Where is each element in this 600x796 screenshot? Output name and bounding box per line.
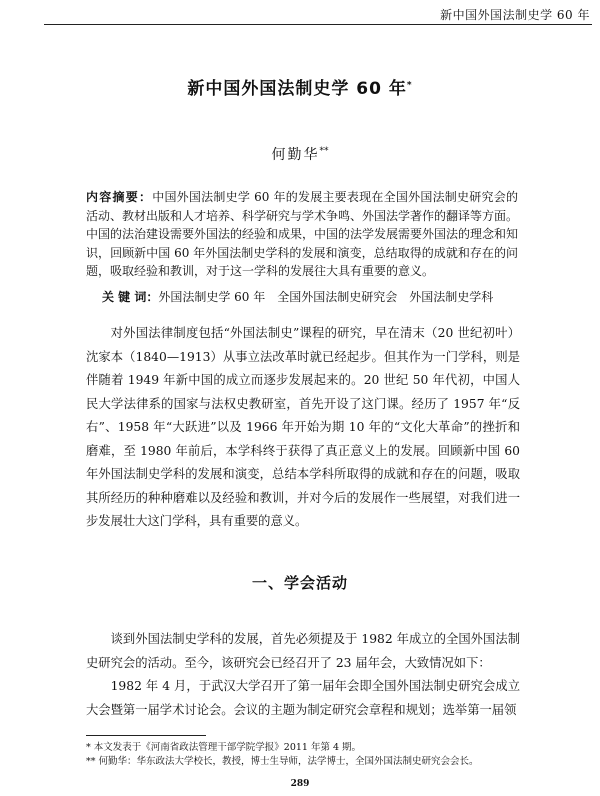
- article-title: [0, 74, 600, 99]
- footnote: ** 何勤华：华东政法大学校长，教授，博士生导师，法学博士，全国外国法制史研究会会长。: [86, 756, 479, 767]
- running-head: 新中国外国法制史学 60 年: [440, 8, 590, 22]
- header-rule: [44, 24, 592, 25]
- keyword-item: 外国法制史学 60 年: [158, 290, 266, 304]
- abstract-label: 内容摘要：: [86, 190, 153, 204]
- title-text: 新中国外国法制史学 60 年: [187, 79, 407, 99]
- section-paragraph: 谈到外国法制史学科的发展，首先必须提及于 1982 年成立的全国外国法制史研究会的活动。至今，该研究会已经召开了 23 届年会，大致情况如下：: [86, 632, 520, 670]
- author-name: 何勤华: [271, 147, 320, 163]
- footnote: * 本文发表于《河南省政法管理干部学院学报》2011 年第 4 期。: [86, 742, 362, 753]
- section-paragraph: 1982 年 4 月，于武汉大学召开了第一届年会即全国外国法制史研究会成立大会暨第一届学术讨论会。会议的主题为制定研究会章程和规划；选举第一届领: [86, 679, 520, 717]
- author-footnote-mark: **: [319, 146, 329, 157]
- footnote-rule: [86, 735, 206, 736]
- keyword-item: 全国外国法制史研究会: [277, 290, 398, 304]
- section-heading: 一、学会活动: [251, 574, 348, 592]
- intro-paragraph: 对外国法律制度包括“外国法制史”课程的研究，早在清末（20 世纪初叶）沈家本（1840—1913）从事立法改革时就已经起步。但其作为一门学科，则是伴随着 1949 年新中国的成立而逐步发展起来的。20 世纪 50 年代初，中国人民大学法律系的国家与法权史教研室，首先开设了这门课。经历了 1957 年“反右”、1958 年“大跃进”以及 1966 年开始为期 10 年的“文化大革命”的挫折和磨难，至 1980 年前后，本学科终于获得了真正意义上的发展。回顾新中国 60 年外国法制史学科的发展和演变，总结本学科所取得的成就和存在的问题，吸取其所经历的种种磨难以及经验和教训，并对今后的发展作一些展望，对我们进一步发展壮大这门学科，具有重要的意义。: [86, 326, 520, 528]
- page-number: 289: [290, 779, 310, 789]
- keyword-item: 外国法制史学科: [409, 290, 494, 304]
- author-line: [0, 144, 600, 164]
- keywords: [102, 288, 522, 305]
- keywords-label: 关 键 词：: [102, 290, 159, 304]
- abstract: [86, 188, 518, 281]
- abstract-text: 中国外国法制史学 60 年的发展主要表现在全国外国法制史研究会的活动、教材出版和人才培养、科学研究与学术争鸣、外国法学著作的翻译等方面。中国的法治建设需要外国法的经验和成果，中国的法学发展需要外国法的理念和知识，回顾新中国 60 年外国法制史学科的发展和演变，总结取得的成就和存在的问题，吸取经验和教训，对于这一学科的发展往大具有重要的意义。: [86, 190, 519, 279]
- title-footnote-mark: *: [406, 80, 413, 91]
